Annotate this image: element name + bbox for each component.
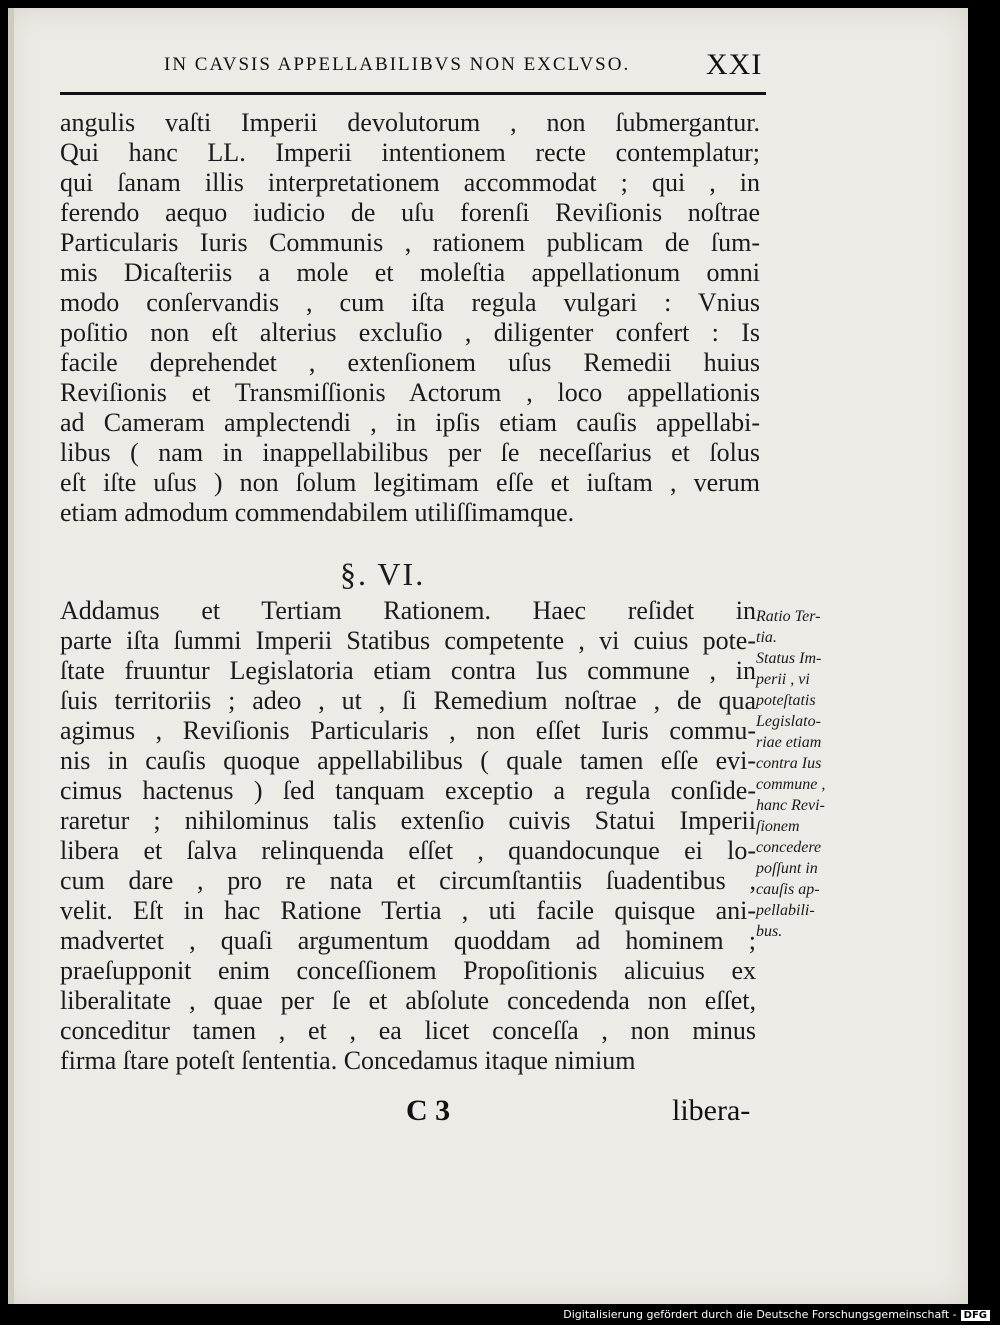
text-line: Qui hanc LL. Imperii intentionem recte contemplatur; <box>60 138 760 167</box>
text-line: liberalitate , quae per ſe et abſolute concedenda non eſſet, <box>60 986 756 1015</box>
marginal-line: commune , <box>756 776 826 793</box>
text-line: madvertet , quaſi argumentum quoddam ad hominem ; <box>60 926 756 955</box>
text-line: nis in cauſis quoque appellabilibus ( quale tamen eſſe evi- <box>60 746 756 775</box>
running-title: IN CAVSIS APPELLABILIBVS NON EXCLVSO. <box>164 54 631 75</box>
text-line: ferendo aequo iudicio de uſu forenſi Reviſionis noſtrae <box>60 198 760 227</box>
text-line: ad Cameram amplectendi , in ipſis etiam cauſis appellabi- <box>60 408 760 437</box>
text-line: mis Dicaſteriis a mole et moleſtia appellationum omni <box>60 258 760 287</box>
marginal-line: poteſtatis <box>756 692 816 709</box>
text-line: agimus , Reviſionis Particularis , non eſſet Iuris commu- <box>60 716 756 745</box>
marginal-line: contra Ius <box>756 755 822 772</box>
text-line: ſuis territoriis ; adeo , ut , ſi Remedium noſtrae , de qua <box>60 686 756 715</box>
text-line: libera et ſalva relinquenda eſſet , quandocunque ei lo- <box>60 836 756 865</box>
marginal-line: cauſis ap- <box>756 881 820 898</box>
text-line: poſitio non eſt alterius excluſio , diligenter confert : Is <box>60 318 760 347</box>
marginal-line: Ratio Ter- <box>756 608 821 625</box>
paragraph-1 <box>60 108 760 528</box>
marginal-line: ſionem <box>756 818 800 835</box>
text-line: etiam admodum commendabilem utiliſſimamque. <box>60 498 575 527</box>
text-line: ſtate fruuntur Legislatoria etiam contra Ius commune , in <box>60 656 756 685</box>
text-line: Reviſionis et Transmiſſionis Actorum , loco appellationis <box>60 378 760 407</box>
marginal-line: perii , vi <box>756 671 810 688</box>
marginal-line: hanc Revi- <box>756 797 825 814</box>
marginal-line: riae etiam <box>756 734 822 751</box>
marginal-line: tia. <box>756 629 777 646</box>
text-line: angulis vaſti Imperii devolutorum , non ſubmergantur. <box>60 108 760 137</box>
catchword: libera- <box>672 1094 751 1127</box>
marginal-line: Legislato- <box>756 713 821 730</box>
text-line: Particularis Iuris Communis , rationem publicam de ſum- <box>60 228 760 257</box>
text-line: Addamus et Tertiam Rationem. Haec reſidet in <box>60 596 756 625</box>
text-line: parte iſta ſummi Imperii Statibus competente , vi cuius pote- <box>60 626 756 655</box>
text-line: facile deprehendet , extenſionem uſus Remedii huius <box>60 348 760 377</box>
text-line: cimus hactenus ) ſed tanquam exceptio a regula conſide- <box>60 776 756 805</box>
text-line: raretur ; nihilominus talis extenſio cuivis Statui Imperii <box>60 806 756 835</box>
text-line: eſt iſte uſus ) non ſolum legitimam eſſe et iuſtam , verum <box>60 468 760 497</box>
credit-text: Digitalisierung gefördert durch die Deutsche Forschungsgemeinschaft - <box>563 1308 957 1321</box>
header-rule <box>60 92 766 95</box>
text-line: libus ( nam in inappellabilibus per ſe neceſſarius et ſolus <box>60 438 760 467</box>
text-line: firma ſtare poteſt ſententia. Concedamus itaque nimium <box>60 1046 636 1075</box>
marginal-line: bus. <box>756 923 783 940</box>
section-heading: §. VI. <box>340 556 426 592</box>
marginal-line: poſſunt in <box>756 860 818 877</box>
signature-mark: C 3 <box>406 1094 451 1127</box>
marginal-line: concedere <box>756 839 822 856</box>
text-line: velit. Eſt in hac Ratione Tertia , uti facile quisque ani- <box>60 896 756 925</box>
page-edge <box>8 8 14 1304</box>
paragraph-2 <box>60 596 756 1076</box>
marginal-line: pellabili- <box>756 902 815 919</box>
marginal-note <box>756 606 866 942</box>
text-line: conceditur tamen , et , ea licet conceſſa , non minus <box>60 1016 756 1045</box>
text-line: praeſupponit enim conceſſionem Propoſitionis alicuius ex <box>60 956 756 985</box>
page-number: XXI <box>706 48 763 81</box>
text-line: qui ſanam illis interpretationem accommodat ; qui , in <box>60 168 760 197</box>
text-line: modo conſervandis , cum iſta regula vulgari : Vnius <box>60 288 760 317</box>
text-line: cum dare , pro re nata et circumſtantiis ſuadentibus , <box>60 866 756 895</box>
dfg-logo: DFG <box>961 1310 990 1321</box>
marginal-line: Status Im- <box>756 650 822 667</box>
digitization-credit <box>563 1308 990 1321</box>
